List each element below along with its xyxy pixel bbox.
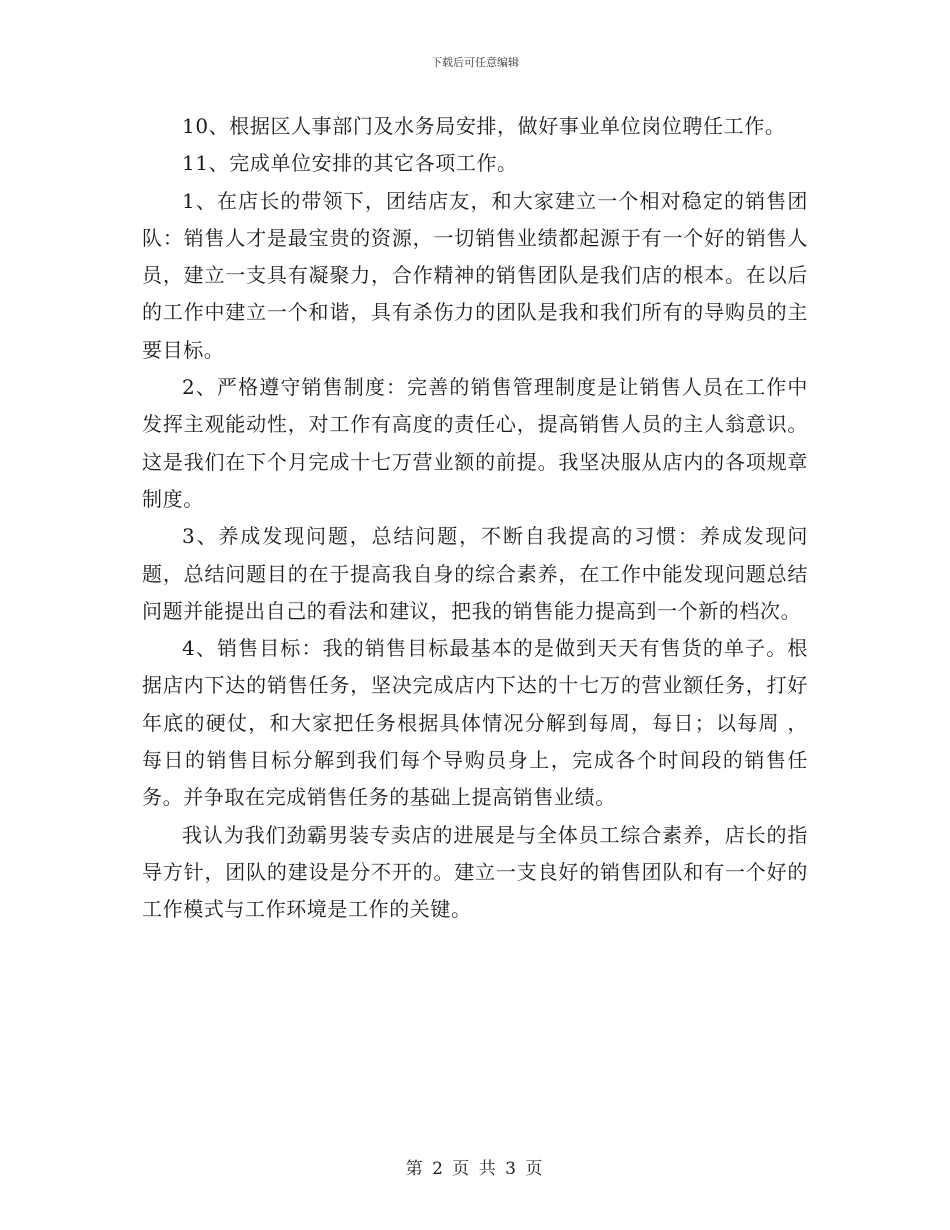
document-body: [142, 108, 808, 929]
page-header: 下载后可任意编辑: [431, 56, 519, 69]
page-footer: 第 2 页 共 3 页: [405, 1159, 545, 1179]
paragraph-conclusion: 我认为我们劲霸男装专卖店的进展是与全体员工综合素养，店长的指导方针，团队的建设是分不开的。建立一支良好的销售团队和有一个好的工作模式与工作环境是工作的关键。: [142, 822, 808, 922]
paragraph-3: 3、养成发现问题，总结问题，不断自我提高的习惯：养成发现问题，总结问题目的在于提高我自身的综合素养，在工作中能发现问题总结问题并能提出自己的看法和建议，把我的销售能力提高到一个新的档次。: [142, 524, 808, 623]
paragraph-1: 1、在店长的带领下，团结店友，和大家建立一个相对稳定的销售团队：销售人才是最宝贵的资源，一切销售业绩都起源于有一个好的销售人员，建立一支具有凝聚力，合作精神的销售团队是我们店的根本。在以后的工作中建立一个和谐，具有杀伤力的团队是我和我们所有的导购员的主要目标。: [142, 188, 808, 362]
paragraph-4: 4、销售目标：我的销售目标最基本的是做到天天有售货的单子。根据店内下达的销售任务，坚决完成店内下达的十七万的营业额任务，打好年底的硬仗，和大家把任务根据具体情况分解到每周，每日；以每周 ，每日的销售目标分解到我们每个导购员身上，完成各个时间段的销售任务。并争取在完成销售任务的基础上提高销售业绩。: [142, 636, 808, 810]
paragraph-10: 10、根据区人事部门及水务局安排，做好事业单位岗位聘任工作。: [182, 114, 786, 138]
paragraph-11: 11、完成单位安排的其它各项工作。: [182, 151, 518, 176]
paragraph-2: 2、严格遵守销售制度：完善的销售管理制度是让销售人员在工作中发挥主观能动性，对工作有高度的责任心，提高销售人员的主人翁意识。这是我们在下个月完成十七万营业额的前提。我坚决服从店内的各项规章制度。: [142, 375, 808, 511]
